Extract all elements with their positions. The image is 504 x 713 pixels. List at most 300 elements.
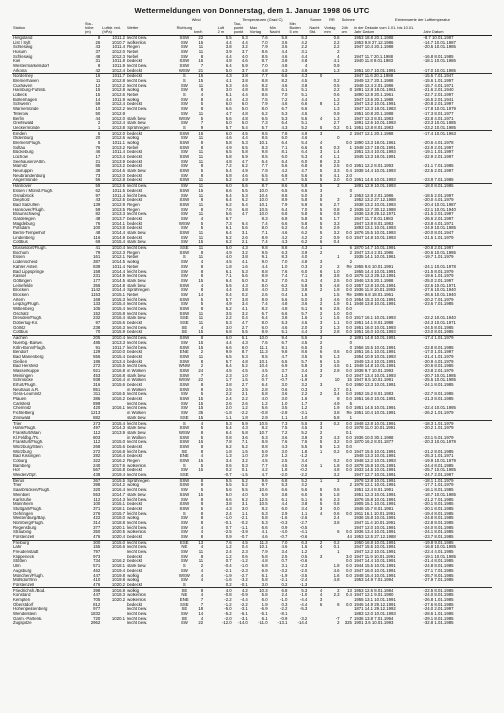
precip-cell: 2.9	[333, 368, 340, 373]
min-temp-cell: 3.5	[281, 45, 288, 50]
wind-direction-cell: SW	[180, 216, 188, 221]
station-cell: Dresden/Flugh.	[13, 316, 43, 321]
temperature-cell: 5.0	[217, 245, 233, 250]
extreme-max-cell: 1901 3.6 10.01.1993	[353, 621, 394, 626]
extreme-max-cell: 1953 14.9 7.01.1994	[353, 578, 394, 583]
sunshine-cell: 4	[319, 593, 323, 598]
height-cell: 161	[93, 255, 101, 260]
weather-cell: leicht bew.	[127, 212, 148, 217]
ground-min-cell: 5.5	[301, 444, 308, 449]
min-temp-cell: 8.8	[281, 193, 288, 198]
pressure-cell: 1012.3	[111, 250, 126, 255]
temperature-cell: 0.2	[225, 468, 232, 473]
max-temp-cell: 6.0	[261, 597, 268, 602]
dewpoint-cell: 4.4	[241, 136, 248, 141]
extreme-min-cell: -20.6 8.01.1985	[423, 364, 454, 369]
temperature-cell: 5.7	[225, 125, 232, 130]
weather-cell: leicht bew.	[127, 401, 148, 406]
max-temp-cell: 6.5	[261, 173, 268, 178]
wind-direction-cell: SW	[180, 568, 188, 573]
extreme-min-cell: -15.7 4.01.1971	[423, 83, 454, 88]
pressure-cell: 1015.4	[111, 240, 126, 245]
ground-min-cell: 5.6	[301, 173, 308, 178]
wind-speed-cell: 8	[200, 207, 204, 212]
station-cell: Zugspitze	[13, 621, 32, 626]
height-cell: 139	[93, 202, 101, 207]
wind-direction-cell: SW	[180, 288, 188, 293]
snow-cell: 0.0	[341, 421, 353, 426]
max-temp-cell: 5.6	[261, 406, 268, 411]
extreme-max-cell: 1947 16.0 10.01.1991	[353, 568, 396, 573]
weather-cell: bedeckt	[127, 221, 143, 226]
precip-cell: 1.2	[333, 102, 340, 107]
min-temp-cell: 2.5	[281, 458, 288, 463]
temperature-cell: -5.0	[224, 607, 232, 612]
wind-speed-cell: 7	[200, 121, 204, 126]
extreme-max-cell: 1978 12.8 10.01.1991	[353, 478, 422, 483]
dewpoint-cell: -0.9	[240, 593, 248, 598]
dewpoint-cell: -1.5	[240, 472, 248, 478]
wind-direction-cell: S	[182, 92, 186, 98]
ground-min-cell: 0.6	[301, 463, 308, 468]
wind-direction-cell: SSW	[179, 435, 190, 440]
wind-direction-cell: SW	[180, 340, 188, 345]
pressure-cell: 1016.4	[111, 316, 126, 321]
extreme-min-cell: -21.6 2.01.1940	[423, 88, 454, 93]
extreme-max-cell: 1953 12.5 27.12.1988	[353, 534, 396, 539]
ground-min-cell: 6.4	[301, 226, 308, 231]
ground-min-cell: 1.6	[301, 292, 308, 297]
wind-speed-cell: 11	[198, 230, 204, 235]
wind-direction-cell: SW	[180, 106, 188, 112]
temperature-cell: 9.9	[225, 350, 232, 355]
wind-direction-cell: SW	[180, 559, 188, 564]
sunshine-cell: 3	[319, 364, 323, 369]
pressure-cell: 1020.1	[111, 616, 126, 621]
pressure-cell: 1016.2	[111, 396, 126, 402]
station-cell: Chemnitz	[13, 406, 32, 411]
pressure-cell: 1012.0	[111, 173, 126, 178]
extreme-min-cell: -17.8 10.01.1979	[423, 106, 456, 112]
wind-direction-cell: SW	[180, 292, 188, 297]
station-cell: Soltau	[13, 145, 26, 150]
dewpoint-cell: 5.3	[241, 269, 248, 274]
dewpoint-cell: 6.8	[241, 207, 248, 212]
extreme-min-cell: -8.7 10.01.1987	[423, 35, 454, 40]
ground-min-cell: 6.3	[288, 540, 308, 545]
extreme-min-cell: -27.9 7.01.1985	[423, 578, 454, 583]
weather-cell: bedeckt	[127, 188, 143, 193]
wind-direction-cell: SW	[180, 193, 188, 198]
wind-speed-cell: 8	[200, 250, 204, 255]
wind-direction-cell: SSW	[176, 131, 193, 136]
temperature-cell: 6.1	[225, 269, 232, 274]
station-cell: Oldenburg	[13, 136, 34, 141]
pressure-cell: 1012.6	[111, 92, 126, 98]
min-temp-cell: 4.3	[281, 68, 288, 73]
wind-speed-cell: 5	[200, 392, 204, 397]
sunshine-cell: 5	[319, 216, 323, 221]
precip-cell: 2	[323, 183, 340, 188]
wind-speed-cell: 22	[198, 378, 204, 383]
header-tau: Tau-punkt	[233, 20, 244, 30]
height-cell: 85	[95, 164, 101, 169]
sunshine-cell: 5	[319, 221, 323, 226]
wind-speed-cell: 7	[200, 602, 204, 607]
header-sonne: Sonne	[310, 17, 322, 22]
sunshine-cell: 5	[319, 492, 323, 497]
precip-cell: 1.3	[333, 116, 340, 121]
wind-direction-cell: SSW	[179, 440, 190, 445]
precip-cell: 0	[337, 136, 340, 141]
station-cell: Doberlug-Kir.	[13, 320, 39, 326]
precip-cell: 4.1	[333, 173, 340, 178]
weather-cell: leicht bew.	[127, 83, 148, 88]
min-temp-cell: 3.7	[281, 368, 288, 373]
wind-speed-cell: 15	[198, 188, 204, 193]
station-cell: Wendelstein	[13, 611, 37, 616]
dewpoint-cell: 6.0	[241, 102, 248, 107]
precip-cell: 2.4	[333, 516, 340, 521]
wind-speed-cell: 8	[200, 534, 204, 539]
temperature-cell: 4.1	[225, 78, 232, 83]
temperature-cell: 4.4	[225, 288, 232, 293]
snow-cell: 0.0	[345, 392, 352, 397]
ground-min-cell: 3.5	[301, 354, 308, 359]
height-cell: 46	[95, 150, 101, 155]
wind-direction-cell: SSW	[179, 382, 190, 387]
precip-cell: 4.8	[333, 283, 340, 288]
wind-direction-cell: SW	[180, 392, 188, 397]
ground-min-cell: 5.8	[301, 221, 308, 226]
header-extremwerte-sub: in der Dekade vom 1.01. bis 10.01.	[353, 24, 415, 30]
temperature-cell: 1.2	[225, 545, 232, 550]
height-cell: 320	[93, 487, 101, 493]
wind-direction-cell: SW	[180, 45, 188, 50]
weather-cell: Nebel	[127, 92, 139, 98]
sunshine-cell: 5	[319, 168, 323, 174]
height-cell: 31	[95, 59, 101, 64]
extreme-min-cell: -21.5 1.01.1979	[423, 235, 454, 240]
snow-cell: 0.1	[345, 364, 352, 369]
extreme-max-cell: 1890 12.9 20.1.1961	[353, 92, 394, 98]
station-cell: Stötten	[13, 559, 27, 564]
wind-speed-cell: 18	[198, 607, 204, 612]
pressure-cell: 1011.2	[112, 35, 126, 40]
snow-cell: 0.0	[345, 235, 352, 240]
station-cell: Fürstenzell	[13, 534, 35, 539]
dewpoint-cell: 4.4	[241, 40, 248, 45]
min-temp-cell: 6.5	[281, 359, 288, 364]
height-cell: 240	[93, 463, 101, 468]
max-temp-cell: 7.3	[261, 121, 268, 126]
precip-cell: 1.9	[333, 302, 340, 307]
min-temp-cell: 4.3	[281, 125, 288, 130]
ground-min-cell: -4.4	[299, 602, 308, 607]
height-cell: 82	[95, 212, 101, 217]
height-cell: 37	[95, 49, 101, 54]
wind-direction-cell: S	[182, 511, 186, 516]
height-cell: 485	[93, 340, 101, 345]
wind-speed-cell: 14	[198, 611, 204, 616]
dewpoint-cell: 4.6	[241, 59, 248, 64]
dewpoint-cell: 2.1	[241, 392, 248, 397]
station-cell: Freiburg	[12, 540, 84, 545]
min-temp-cell: 2.4	[281, 593, 288, 598]
ground-min-cell: 4.7	[301, 168, 308, 174]
wind-direction-cell: S	[182, 582, 186, 587]
extreme-max-cell: 1947 12.1 9.01.1980	[353, 593, 394, 598]
min-temp-cell: 6.6	[281, 221, 288, 226]
min-temp-cell: -13.1	[277, 621, 288, 626]
extreme-min-cell: -15.5 7.01.1947	[422, 74, 492, 79]
min-temp-cell: 3.4	[281, 549, 288, 555]
max-temp-cell: 9.5	[249, 131, 269, 136]
dewpoint-cell: -2.2	[240, 410, 248, 416]
height-cell: 59	[95, 102, 101, 107]
sunshine-cell: 4	[319, 545, 323, 550]
temperature-cell: 3.8	[225, 382, 232, 387]
wind-speed-cell: 7	[200, 63, 204, 68]
min-temp-cell: 4.6	[281, 54, 288, 59]
min-temp-cell: 4.5	[281, 463, 288, 468]
temperature-cell: 1.1	[225, 415, 232, 420]
weather-cell: Sprühregen	[127, 288, 150, 293]
max-temp-cell: 9.5	[261, 250, 268, 255]
station-cell: Cuxhaven	[13, 83, 33, 88]
max-temp-cell: 2.6	[261, 292, 268, 297]
wind-direction-cell: SW	[176, 183, 193, 188]
max-temp-cell: 8.9	[261, 235, 268, 240]
wind-speed-cell: 11	[198, 320, 204, 326]
min-temp-cell: 5.6	[281, 297, 288, 302]
dewpoint-cell: 3.7	[241, 68, 248, 73]
dewpoint-cell: 5.0	[241, 121, 248, 126]
min-temp-cell: -0.9	[280, 616, 288, 621]
height-cell: 273	[84, 421, 101, 426]
temperature-cell: 6.6	[225, 345, 232, 350]
wind-direction-cell: SW	[180, 88, 188, 93]
wind-speed-cell: 11	[198, 212, 204, 217]
ground-min-cell: 4.5	[301, 111, 308, 116]
height-cell: 48	[95, 54, 101, 59]
pressure-cell: 1012.0	[101, 131, 126, 136]
ground-min-cell: 1.0	[301, 415, 308, 420]
wind-speed-cell: 5	[200, 435, 204, 440]
ground-min-cell: 3.1	[301, 49, 308, 54]
wind-speed-cell: 8	[200, 497, 204, 502]
pressure-cell: 1011.9	[112, 97, 126, 102]
temperature-cell: 4.5	[225, 368, 232, 373]
min-temp-cell: 6.6	[281, 487, 288, 493]
wind-direction-cell: SSW	[179, 140, 190, 145]
extreme-min-cell: -19.9 10.01.1979	[423, 458, 456, 463]
temperature-cell: 7.2	[225, 164, 232, 169]
temperature-cell: 0.8	[225, 435, 232, 440]
height-cell: 386	[93, 396, 101, 402]
weather-cell: wolkenlos	[127, 463, 146, 468]
max-temp-cell: 4.4	[261, 264, 268, 269]
height-cell: 316	[93, 382, 101, 387]
max-temp-cell: -5.1	[260, 611, 268, 616]
snow-cell: 7	[349, 616, 352, 621]
weather-report-table	[12, 18, 492, 626]
dewpoint-cell: 5.1	[233, 335, 249, 340]
station-cell: Hahn/Flugh.	[13, 426, 37, 431]
extreme-min-cell: -21.2 8.01.1985	[423, 449, 454, 454]
height-cell: 314	[93, 520, 101, 525]
precip-cell: 1.2	[333, 97, 340, 102]
extreme-min-cell: -18.0 8.01.1985	[422, 183, 492, 188]
wind-speed-cell: 4	[200, 216, 204, 221]
wind-speed-cell: 15	[198, 415, 204, 420]
wind-speed-cell: 5	[200, 506, 204, 511]
max-temp-cell: 1.2	[261, 401, 268, 406]
height-cell: 43	[95, 198, 101, 203]
weather-cell: leicht bew.	[127, 611, 148, 616]
extreme-min-cell: -20.6 10.01.1985	[423, 250, 456, 255]
weather-cell: wolkig	[127, 140, 140, 145]
extreme-min-cell: -20.5 10.01.1985	[423, 45, 456, 50]
wind-direction-cell: SW	[180, 226, 188, 231]
height-cell: 882	[93, 415, 101, 420]
dewpoint-cell: 4.0	[241, 54, 248, 59]
min-temp-cell: 4.6	[281, 230, 288, 235]
header-rr-sub: Vortag	[324, 24, 336, 30]
height-cell: 350	[93, 530, 101, 535]
min-temp-cell: 5.3	[281, 483, 288, 488]
max-temp-cell: 3.0	[261, 582, 268, 587]
wind-direction-cell: SW	[180, 487, 188, 493]
min-temp-cell: -1.6	[280, 516, 288, 521]
height-cell: 422	[93, 516, 101, 521]
snow-cell: 0.0	[345, 458, 352, 463]
ground-min-cell: 3.4	[301, 368, 308, 373]
wind-direction-cell: SW	[180, 468, 188, 473]
min-temp-cell: 5.8	[281, 35, 288, 40]
header-wind: Wind	[191, 17, 201, 22]
max-temp-cell: 0.7	[261, 378, 268, 383]
sunshine-cell: 1	[319, 463, 323, 468]
pressure-cell: 1012.9	[111, 111, 126, 116]
max-temp-cell: 8.8	[261, 444, 268, 449]
pressure-cell: 1015.5	[101, 478, 126, 483]
min-temp-cell: 5.3	[281, 320, 288, 326]
weather-cell: wolkenlos	[127, 530, 146, 535]
wind-direction-cell: SSW	[179, 250, 190, 255]
extreme-min-cell: -19.4 8.01.1985	[423, 511, 454, 516]
max-temp-cell: 8.3	[261, 145, 268, 150]
max-temp-cell: 7.0	[261, 63, 268, 68]
precip-cell: 1.0	[333, 311, 340, 316]
pressure-cell: 1012.8	[111, 78, 126, 83]
wind-speed-cell: 11	[198, 159, 204, 164]
extreme-min-cell: -27.1 7.01.1985	[423, 568, 454, 573]
weather-cell: bedeckt	[127, 235, 143, 240]
temperature-cell: 6.2	[225, 444, 232, 449]
min-temp-cell: 7.0	[281, 92, 288, 98]
wind-speed-cell: 4	[200, 568, 204, 573]
snow-cell: 0.4	[345, 593, 352, 598]
wind-direction-cell: SSW	[179, 359, 190, 364]
wind-speed-cell: 15	[198, 78, 204, 83]
precip-cell: 3.4	[333, 392, 340, 397]
max-temp-cell: 7.9	[261, 549, 268, 555]
max-temp-cell: 5.9	[261, 492, 268, 497]
precip-cell: 1.3	[333, 444, 340, 449]
min-temp-cell: 7.6	[281, 440, 288, 445]
station-cell: Düsseldorf/Flugh.	[12, 245, 84, 250]
wind-speed-cell: 4	[200, 578, 204, 583]
weather-cell: wolkenlos	[127, 593, 146, 598]
pressure-cell: 1011.4	[112, 150, 126, 155]
snow-cell: Re	[346, 410, 352, 416]
wind-direction-cell: SSE	[180, 472, 189, 478]
station-cell: Kl.Feldbg./Ts.	[13, 435, 40, 440]
dewpoint-cell: 2.3	[241, 549, 248, 555]
pressure-cell: 1016.8	[111, 468, 126, 473]
dewpoint-cell: 5.2	[241, 444, 248, 449]
precip-cell: 2.3	[333, 497, 340, 502]
pressure-cell: 1016.2	[111, 458, 126, 463]
weather-cell: stark bew.	[127, 563, 147, 569]
extreme-min-cell: -22.7 2.01.1997	[423, 92, 454, 98]
station-cell: Trier	[13, 483, 22, 488]
extreme-max-cell: 1955 13.1 10.01.1991	[353, 597, 396, 602]
ground-min-cell: 3.8	[301, 435, 308, 440]
temperature-cell: 5.8	[225, 140, 232, 145]
dewpoint-cell: 5.4	[241, 202, 248, 207]
station-cell: Bad Hersfeld	[13, 364, 38, 369]
sunshine-cell: 3	[319, 554, 323, 559]
temperature-cell: 7.8	[225, 440, 232, 445]
dewpoint-cell: 0.4	[241, 545, 248, 550]
header-sonne-sub: Nacht	[309, 24, 320, 30]
pressure-cell: 1014.2	[111, 483, 126, 488]
max-temp-cell: 5.8	[261, 554, 268, 559]
pressure-cell: 1014.4	[111, 230, 126, 235]
weather-cell: Regen	[127, 45, 140, 50]
dewpoint-cell: 1.5	[241, 449, 248, 454]
pressure-cell: 1011.4	[112, 264, 126, 269]
dewpoint-cell: 0.6	[241, 554, 248, 559]
max-temp-cell: 10.1	[259, 140, 268, 145]
station-cell: Brocken	[13, 288, 29, 293]
wind-speed-cell: 11	[198, 150, 204, 155]
min-temp-cell: 7.9	[281, 202, 288, 207]
wind-speed-cell: 11	[198, 311, 204, 316]
sunshine-cell: 4	[319, 278, 323, 283]
dewpoint-cell: -2.2	[240, 602, 248, 607]
ground-min-cell: 8.6	[301, 350, 308, 355]
temperature-cell: 5.2	[225, 178, 232, 183]
max-temp-cell: 6.6	[261, 525, 268, 530]
pressure-cell: 1016.4	[111, 378, 126, 383]
ground-min-cell: 4.8	[301, 259, 308, 265]
ground-min-cell: 4.4	[301, 54, 308, 59]
extreme-max-cell: 1938 14.4 10.01.1993	[353, 168, 396, 174]
pressure-cell: 1015.1	[111, 292, 126, 297]
weather-cell: Sprühregen	[127, 125, 150, 130]
wind-direction-cell: SW	[180, 102, 188, 107]
snow-cell: 15	[347, 378, 352, 383]
pressure-cell: 1012.8	[111, 88, 126, 93]
height-cell: 398	[93, 483, 101, 488]
station-cell: Bremen/Flugh.	[13, 140, 42, 145]
weather-cell: wolkig	[127, 88, 140, 93]
sunshine-cell: 3	[308, 335, 323, 340]
min-temp-cell: 5.1	[281, 330, 288, 335]
